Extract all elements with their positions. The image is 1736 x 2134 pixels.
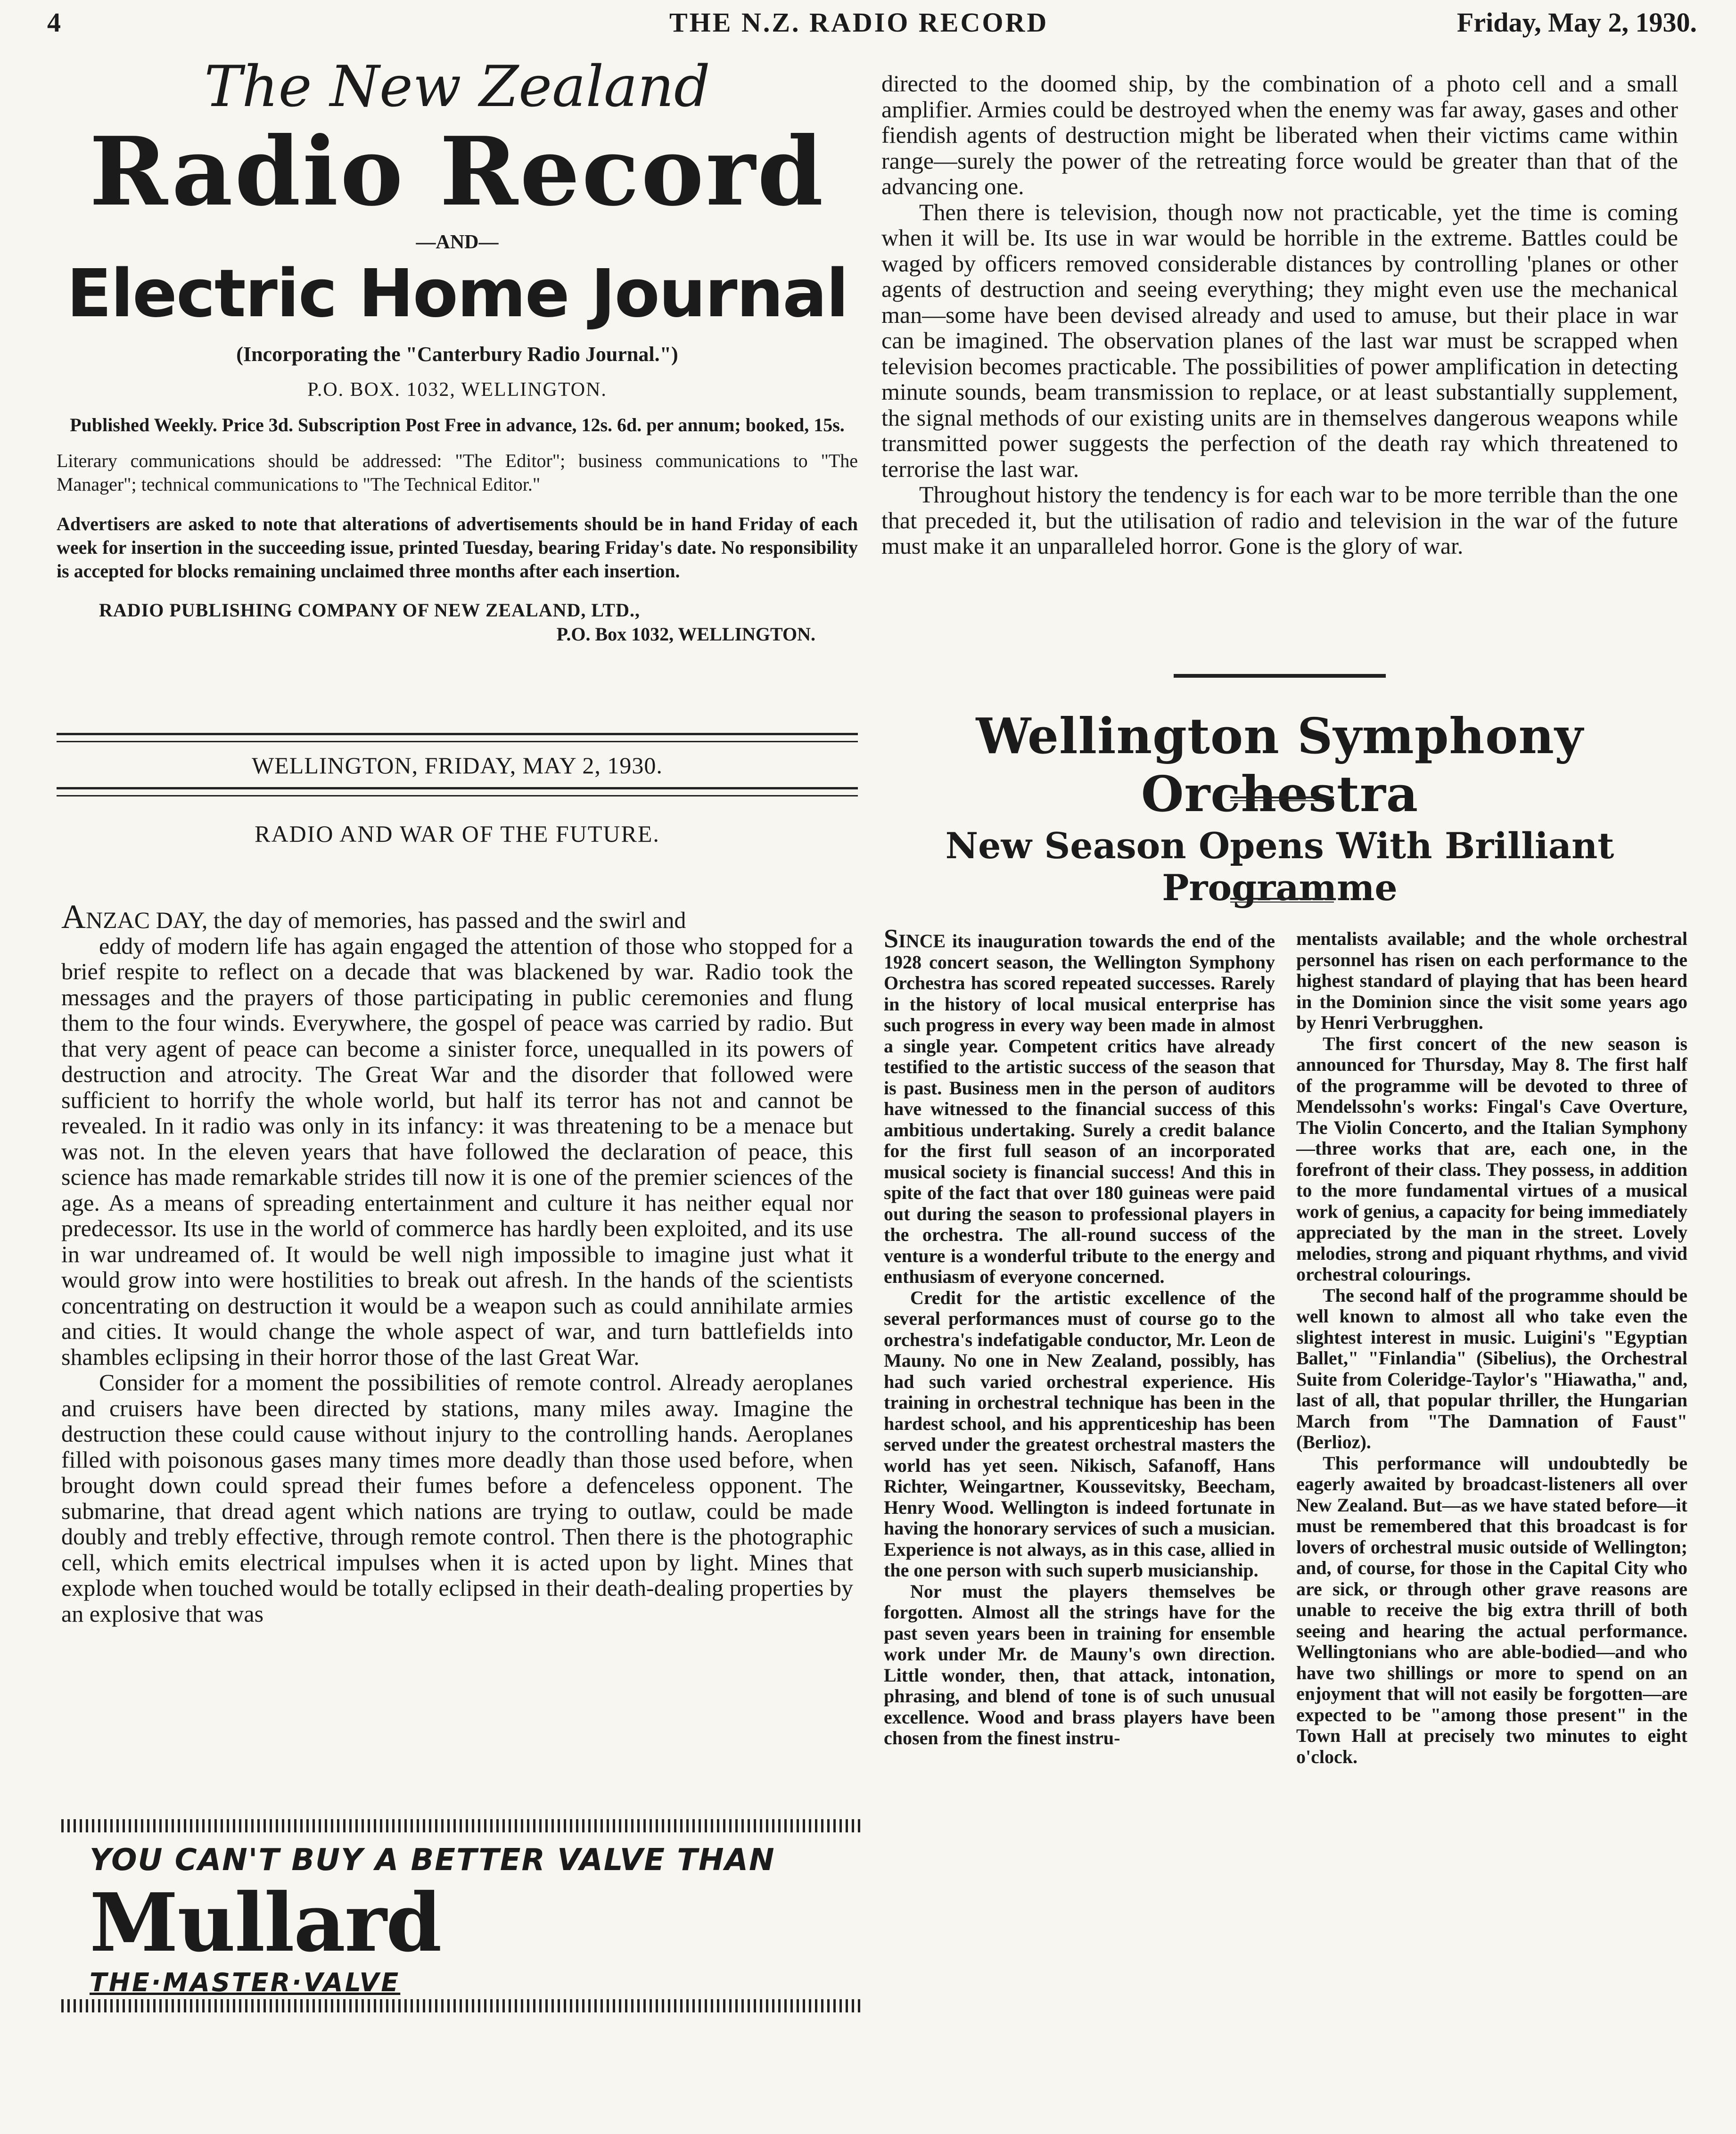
masthead-company: RADIO PUBLISHING COMPANY OF NEW ZEALAND, LTD.,: [99, 599, 640, 621]
editorial-continuation: [881, 71, 1678, 559]
masthead: [57, 54, 858, 645]
editorial-p1-rest: eddy of modern life has again engaged the attention of those who stopped for a brief respite to reflect on a decade that was blackened by war. Radio took the messages and the prayers of those participating in public ceremonies and flung them to the four winds. Everywhere, the gospel of peace was carried by radio. But that very agent of peace can become a sinister force, unequalled in its powers of destruction and atrocity. The Great War and the disorder that followed were sufficient to horrify the whole world, but half its terror has not and cannot be revealed. In it radio was only in its infancy: it was threatening to be a menace but was not. In the eleven years that have followed the declaration of peace, this science has made remarkable strides till now it is one of the premier sciences of the age. As a means of spreading entertainment and culture it has neither equal nor predecessor. Its use in the world of commerce has hardly been exploited, and its use in war undreamed of. It would be well nigh impossible to imagine just what it would grow into were hostilities to break out afresh. In the hands of the scientists concentrating on destruction it would be a weapon such as could annihilate armies and cities. It would change the whole aspect of war, and turn battlefields into shambles eclipsing in their horror those of the last Great War.: [61, 932, 853, 1370]
editorial-title: RADIO AND WAR OF THE FUTURE.: [255, 821, 660, 847]
orchestra-p1: INCE its inauguration towards the end of the 1928 concert season, the Wellington Symphony Orchestra has scored repeated successes. Rarely in the history of local musical enterprise has such progress in every way been made in almost a single year. Competent critics have already testified to the artistic success of the season that is past. Business men in the person of auditors have witnessed to the financial success of this ambitious undertaking. Surely a credit balance for the first full season of an incorporated musical society is financial success! And this in spite of the fact that over 180 guineas were paid out during the season to professional players in the orchestra. The all-round success of the venture is a wonderful tribute to the energy and enthusiasm of everyone concerned.: [884, 930, 1275, 1287]
running-head: [47, 7, 1697, 44]
ad-brand: Mullard: [90, 1876, 441, 1970]
masthead-literary: Literary communications should be addressed: "The Editor"; business communications to "The Manager"; technical communications to "The Technical Editor.": [57, 450, 858, 495]
editorial-paragraph: Then there is television, though now not practicable, yet the time is coming when it will be. Its use in war would be horrible in the extreme. Battles could be waged by officers removed considerable distances by controlling 'planes or other agents of destruction and seeing everything; they might even use the mechanical man—some have been devised already and used to amuse, but their place in war can be imagined. The observation planes of the last war must be scrapped when television becomes practicable. The possibilities of power amplification in detecting minute sounds, beam transmission to replace, or at least substantially supplement, the signal methods of our existing units are in themselves dangerous weapons while transmitted power suggests the perfection of the death ray which threatened to terrorise the last war.: [881, 198, 1678, 482]
editorial-paragraph: Throughout history the tendency is for each war to be more terrible than the one that preceded it, but the utilisation of radio and television in the war of the future must make it an unparalleled horror. Gone is the glory of war.: [881, 481, 1678, 559]
page-number: 4: [47, 7, 61, 38]
masthead-title-main: Radio Record: [89, 116, 825, 227]
editorial-paragraph: [61, 898, 853, 1370]
masthead-po-box: P.O. BOX. 1032, WELLINGTON.: [307, 379, 607, 401]
orchestra-subhead: New Season Opens With Brilliant Programme: [945, 825, 1614, 909]
headline-rule: [1230, 796, 1334, 801]
double-rule: [57, 733, 858, 742]
issue-date: Friday, May 2, 1930.: [1456, 7, 1697, 38]
masthead-incorporating: (Incorporating the "Canterbury Radio Journal."): [236, 343, 678, 366]
orchestra-paragraph: The second half of the programme should be well known to almost all who take even the slightest interest in music. Luigini's "Egyptian Ballet," "Finlandia" (Sibelius), the Orchestral Suite from Coleridge-Taylor's "Hiawatha," and, last of all, that popular thriller, the Hungarian March from "The Damnation of Faust" (Berlioz).: [1296, 1284, 1687, 1453]
orchestra-paragraph: [884, 924, 1275, 1288]
drop-cap: A: [61, 898, 86, 936]
masthead-and: —AND—: [416, 231, 499, 253]
orchestra-paragraph: Credit for the artistic excellence of the several performances must of course go to the orchestra's indefatigable conductor, Mr. Leon de Mauny. No one in New Zealand, possibly, has had such varied orchestral experience. His training in orchestral technique has been in the hardest school, and his apprenticeship has been served under the greatest orchestral masters the world has yet seen. Nikisch, Safanoff, Hans Richter, Weingartner, Koussevitsky, Beecham, Henry Wood. Wellington is indeed fortunate in having the honorary services of such a musician. Experience is not always, as in this case, allied in the one person with such superb musicianship.: [884, 1287, 1275, 1581]
double-rule: [57, 787, 858, 796]
ad-border: [61, 1999, 863, 2012]
ad-border: [61, 1819, 863, 1832]
masthead-subtitle: Electric Home Journal: [66, 255, 848, 332]
masthead-company-pobox: P.O. Box 1032, WELLINGTON.: [556, 624, 815, 645]
orchestra-paragraph: Nor must the players themselves be forgotten. Almost all the strings have for the past seven years been in training for ensemble work under Mr. de Mauny's own direction. Little wonder, then, that attack, intonation, phrasing, and blend of tone is of such unusual excellence. Wood and brass players have been chosen from the finest instru-: [884, 1580, 1275, 1748]
editorial-paragraph: directed to the doomed ship, by the combination of a photo cell and a small amplifier. Armies could be destroyed when the enemy was far away, gases and other fiendish agents of destruction might be liberated when their victims came within range—surely the power of the retreating force would be greater than that of the advancing one.: [881, 70, 1678, 199]
orchestra-paragraph: The first concert of the new season is announced for Thursday, May 8. The first half of the programme will be devoted to three of Mendelssohn's works: Fingal's Cave Overture, The Violin Concerto, and the Italian Symphony—three works that are, each one, in the forefront of their class. They possess, in addition to the more fundamental virtues of a musical work of genius, a capacity for being immediately appreciated by the man in the street. Lovely melodies, strong and piquant rhythms, and vivid orchestral colourings.: [1296, 1033, 1687, 1285]
mullard-advertisement: [61, 1819, 863, 2017]
section-rule: [1174, 674, 1386, 678]
orchestra-column-2: [1296, 928, 1687, 1767]
masthead-advertisers: Advertisers are asked to note that alterations of advertisements should be in hand Friday of each week for insertion in the succeeding issue, printed Tuesday, bearing Friday's date. No responsibility is accepted for blocks remaining unclaimed three months after each insertion.: [57, 513, 858, 582]
drop-cap: S: [884, 924, 899, 953]
orchestra-paragraph: This performance will undoubtedly be eagerly awaited by broadcast-listeners all over New Zealand. But—as we have stated before—it must be remembered that this broadcast is for lovers of orchestral music outside of Wellington; and, of course, for those in the Capital City who are sick, or through other grave reasons are unable to receive the big extra thrill of both seeing and hearing the actual performance. Wellingtonians who are able-bodied—and who have two shillings or more to spend on an enjoyment that will not easily be forgotten—are expected to be "among those present" in the Town Hall at precisely two minutes to eight o'clock.: [1296, 1452, 1687, 1767]
editorial-body: [61, 898, 853, 1627]
orchestra-column-1: [884, 924, 1275, 1749]
ad-slogan: YOU CAN'T BUY A BETTER VALVE THAN: [90, 1843, 775, 1878]
editorial-p1-start: NZAC DAY, the day of memories, has passed and the swirl and: [86, 907, 686, 933]
masthead-title-top: The New Zealand: [204, 54, 710, 120]
ad-tagline: THE·MASTER·VALVE: [90, 1968, 401, 1997]
orchestra-paragraph: mentalists available; and the whole orchestral personnel has risen on each performance to the highest standard of playing that has been heard in the Dominion since the visit some years ago by Henri Verbrugghen.: [1296, 928, 1687, 1033]
masthead-published: Published Weekly. Price 3d. Subscription Post Free in advance, 12s. 6d. per annum; booked, 15s.: [70, 414, 845, 435]
orchestra-headline: Wellington Symphony Orchestra: [976, 707, 1584, 823]
editorial-paragraph: Consider for a moment the possibilities of remote control. Already aeroplanes and cruisers have been directed by stations, many miles away. Imagine the destruction these could cause without injury to the controlling hands. Aeroplanes filled with poisonous gases many times more deadly than those used before, when brought down could spread their fumes before a defenceless opponent. The submarine, that dread agent which nations are trying to outlaw, could be made doubly and trebly effective, through remote control. Then there is the photographic cell, which emits electrical impulses when it is acted upon by light. Mines that explode when touched would be totally eclipsed in their death-dealing properties by an explosive that was: [61, 1369, 853, 1627]
paper-title: THE N.Z. RADIO RECORD: [669, 7, 1049, 38]
dateline: WELLINGTON, FRIDAY, MAY 2, 1930.: [252, 752, 663, 779]
headline-rule: [1230, 898, 1334, 903]
